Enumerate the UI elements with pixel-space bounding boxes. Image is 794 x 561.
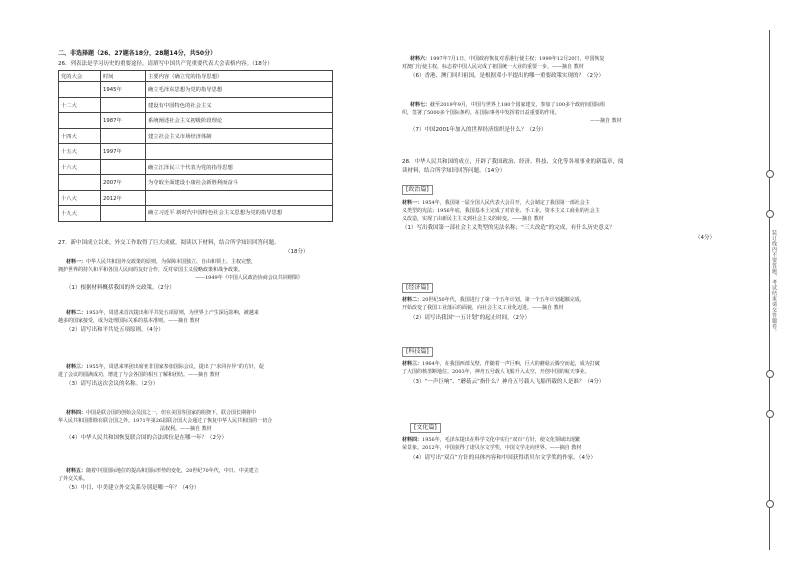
material-line: 开始改变了我国工业落后的面貌，向社会主义工业化迈进。——摘自 教材 bbox=[402, 305, 564, 311]
question-4: （4）中华人民共和国恢复联合国的合法席位是在哪一年？（2分） bbox=[66, 435, 228, 441]
material-line: 1956年，毛泽东提出在科学文化中实行“双百”方针，使文化领域出现繁 bbox=[422, 437, 580, 443]
q28-stem: 读材料，结合所学知识回答问题。（14分） bbox=[402, 168, 506, 174]
q28-stem: 28．中华人民共和国的成立，开辟了我国政治、经济、科技、文化等各项事业的新篇章，阅 bbox=[402, 159, 624, 165]
table-cell[interactable]: 十四大 bbox=[59, 128, 101, 144]
table-cell[interactable] bbox=[146, 190, 333, 206]
question-score: （4分） bbox=[695, 235, 715, 241]
material-line: 进了会议的圆满成功，增进了与会各国的相互了解和团结。——摘自 教材 bbox=[58, 372, 220, 378]
question-2: （2）请写出和平共处五项原则。（4分） bbox=[66, 327, 164, 333]
material-line: 1954年，我国第一届全国人民代表大会召开，大会制定了我国第一部社会主 bbox=[422, 200, 590, 206]
q27-score: （18分） bbox=[285, 249, 309, 255]
binding-hole-icon bbox=[766, 500, 774, 508]
material-text bbox=[66, 311, 259, 316]
table-row bbox=[59, 159, 333, 175]
material-text bbox=[66, 469, 259, 474]
binding-hole-icon bbox=[766, 410, 774, 418]
material-line: 1953年，周恩来首次提出和平共处五项原则，为世界上产生深远影响，被越来 bbox=[86, 310, 259, 316]
material-source: ——摘自 教材 bbox=[590, 118, 622, 124]
question-6: （6）香港、澳门回归祖国，是根据邓小平提出的哪一重要政策实现的？（2分） bbox=[410, 73, 605, 79]
material-label: 材料六： bbox=[410, 56, 431, 62]
table-cell[interactable]: 建设有中国特色的社会主义 bbox=[146, 97, 333, 113]
material-line: 1997年7月1日，中国政府恢复对香港行使主权；1999年12月20日，中国恢复 bbox=[430, 56, 605, 62]
congress-table bbox=[58, 70, 333, 222]
material-line: 义改造，实现了由新民主主义到社会主义的转变。——摘自 教材 bbox=[402, 216, 544, 222]
question-tech: （3）“一声巨响”、“蘑菇云”指什么？神舟五号载人飞船所载的人是谁？（4分） bbox=[410, 379, 605, 385]
table-cell[interactable]: 十六大 bbox=[59, 159, 101, 175]
material-label: 材料一： bbox=[66, 259, 87, 265]
material-text bbox=[402, 201, 590, 206]
table-cell[interactable] bbox=[59, 113, 101, 129]
material-line: 拥护世界的持久和平和各国人民间的友好合作，反对帝国主义侵略政策和战争政策。 bbox=[58, 267, 244, 273]
section-label-economy: [经济篇] bbox=[402, 283, 433, 293]
table-cell[interactable]: 十五大 bbox=[59, 144, 101, 160]
material-label: 材料一： bbox=[402, 200, 423, 206]
question-economy: （2）请写出我国“一五计划”的起止时间。（2分） bbox=[410, 315, 530, 321]
material-text bbox=[66, 260, 256, 265]
section-label-culture: [文化篇] bbox=[410, 423, 441, 433]
material-line: 了外交关系。 bbox=[58, 476, 89, 482]
material-line: 随着中国国际地位的提高和国际形势的变化，20世纪70年代，中日、中美建立 bbox=[86, 468, 259, 474]
question-culture: （4）请写出“双百”方针的具体内容和中国获得诺贝尔文学奖的作家。（4分） bbox=[410, 455, 596, 461]
table-row bbox=[59, 82, 333, 98]
table-header-cell: 党的大会 bbox=[59, 71, 101, 82]
table-cell[interactable]: 1997年 bbox=[101, 144, 146, 160]
table-row bbox=[59, 113, 333, 129]
table-cell[interactable] bbox=[59, 175, 101, 191]
binding-notice: 装订线内不要答题，考试结束请交答题卷。 bbox=[771, 230, 777, 335]
question-3: （3）请写出这次会议的名称。（2分） bbox=[66, 381, 159, 387]
question-1: （1）根据材料概括我国的外交政策。（2分） bbox=[66, 285, 175, 291]
material-text bbox=[66, 365, 264, 370]
material-line: 20世纪50年代，我国进行了第一个五年计划，第一个五年计划超额完成， bbox=[422, 297, 585, 303]
binding-rule bbox=[769, 30, 770, 550]
table-row bbox=[59, 190, 333, 206]
material-line: 了大国的核垄断地位。2003年，神舟五号载人飞船升入太空，开创中国的航天事业。 bbox=[402, 369, 590, 375]
table-cell[interactable] bbox=[101, 97, 146, 113]
table-cell[interactable]: 2007年 bbox=[101, 175, 146, 191]
material-text bbox=[66, 411, 256, 416]
table-cell[interactable] bbox=[146, 144, 333, 160]
table-cell[interactable]: 为夺取全面建设小康社会新胜利而奋斗 bbox=[146, 175, 333, 191]
table-cell[interactable] bbox=[101, 206, 146, 222]
table-cell[interactable]: 确立江泽民三个代表为党的指导思想 bbox=[146, 159, 333, 175]
material-label: 材料三： bbox=[402, 361, 423, 367]
table-cell[interactable]: 十二大 bbox=[59, 97, 101, 113]
material-text bbox=[410, 57, 605, 62]
material-label: 材料七： bbox=[410, 102, 431, 108]
material-text bbox=[402, 298, 585, 303]
q26-stem: 26．列表法是学习历史的重要途径。请填写中国共产党重要代表大会表格内容。（18分） bbox=[58, 61, 273, 67]
binding-hole-icon bbox=[766, 170, 774, 178]
table-cell[interactable] bbox=[59, 82, 101, 98]
material-line: 华人民共和国排除在联合国之外。1971年第26届联合国大会通过了恢复中华人民共和国的一切合 bbox=[58, 418, 273, 424]
question-5: （5）中日、中美建立外交关系分别是哪一年？（4分） bbox=[66, 485, 200, 491]
material-label: 材料四： bbox=[66, 410, 87, 416]
table-row bbox=[59, 128, 333, 144]
section-label-tech: [科技篇] bbox=[402, 347, 433, 357]
question-politics: （1）写出我国第一部社会主义类型的宪法名称；“三大改造”的完成，有什么历史意义？ bbox=[402, 225, 615, 231]
table-header-row bbox=[59, 71, 333, 82]
material-text bbox=[410, 103, 605, 108]
material-label: 材料二： bbox=[402, 297, 423, 303]
table-cell[interactable]: 十八大 bbox=[59, 190, 101, 206]
material-label: 材料二： bbox=[66, 310, 87, 316]
binding-hole-icon bbox=[766, 370, 774, 378]
material-line: 1964年，在我国西部戈壁，伴随着一声巨响，巨大的蘑菇云腾空而起，成为打破 bbox=[422, 361, 600, 367]
table-cell[interactable]: 确立习近平 新时代中国特色社会主义思想为党的指导思想 bbox=[146, 206, 333, 222]
q27-stem: 27．新中国成立以来，外交工作取得了巨大成就。阅读以下材料，结合所学知识回答问题。 bbox=[58, 240, 280, 246]
material-line: 对澳门行使主权，标志着中国人民完成了祖国统一大业的重要一步。——摘自 教材 bbox=[402, 64, 584, 70]
binding-hole-icon bbox=[766, 210, 774, 218]
table-row bbox=[59, 175, 333, 191]
material-text bbox=[402, 438, 580, 443]
section-heading: 二、非选择题（26、27题各18分，28题14分，共50分） bbox=[58, 50, 217, 57]
material-line: 越多的国家接受，成为处理国际关系的基本准则。——摘自 教材 bbox=[58, 318, 200, 324]
binding-line bbox=[763, 30, 777, 550]
table-header-cell: 主要内容（确立党的指导思想） bbox=[146, 71, 333, 82]
material-source: ——1949年《中国人民政治协商会议共同纲领》 bbox=[195, 275, 303, 281]
table-cell[interactable]: 1987年 bbox=[101, 113, 146, 129]
table-cell[interactable]: 确立毛泽东思想为党的指导思想 bbox=[146, 82, 333, 98]
table-row bbox=[59, 97, 333, 113]
material-line: 中国是联合国的创始会员国之一，但在美国等国家的阻挠下，联合国长期将中 bbox=[86, 410, 257, 416]
section-label-politics: [政治篇] bbox=[402, 185, 433, 195]
material-text bbox=[402, 362, 600, 367]
material-source: 法权利。——摘自 教材 bbox=[160, 426, 212, 432]
question-7: （7）中国2001年加入的世界经济组织是什么？（2分） bbox=[410, 127, 547, 133]
material-line: 截至2019年9月，中国与世界上180个国家建交，参加了100多个政府间国际组 bbox=[430, 102, 606, 108]
table-cell[interactable] bbox=[101, 128, 146, 144]
table-cell[interactable]: 建立社会主义市场经济体制 bbox=[146, 128, 333, 144]
material-line: 中华人民共和国外交政策的原则，为保障本国独立、自由和领土、主权完整， bbox=[86, 259, 257, 265]
table-cell[interactable]: 十九大 bbox=[59, 206, 101, 222]
table-row bbox=[59, 144, 333, 160]
table-cell[interactable]: 系统阐述社会主义初级阶段理论 bbox=[146, 113, 333, 129]
material-label: 材料三： bbox=[66, 364, 87, 370]
material-line: 织，签署了5000多个国际条约。在国际事务中发挥着日益重要的作用。 bbox=[402, 110, 560, 116]
table-cell[interactable] bbox=[101, 159, 146, 175]
table-row bbox=[59, 206, 333, 222]
table-cell[interactable]: 2012年 bbox=[101, 190, 146, 206]
table-cell[interactable]: 1945年 bbox=[101, 82, 146, 98]
material-line: 义类型的宪法；1956年底，我国基本上完成了对农业、手工业、资本主义工商业的社会主 bbox=[402, 208, 600, 214]
material-line: 荣景象。2012年，中国获得了诺贝尔文学奖，中国文学走向世界。——摘自 教材 bbox=[402, 445, 582, 451]
material-label: 材料五： bbox=[66, 468, 87, 474]
material-line: 1955年，周恩来率团出席亚非国家参加国际会议，提出了“求同存异”的方针，促 bbox=[86, 364, 264, 370]
material-label: 材料四： bbox=[402, 437, 423, 443]
table-header-cell: 时间 bbox=[101, 71, 146, 82]
